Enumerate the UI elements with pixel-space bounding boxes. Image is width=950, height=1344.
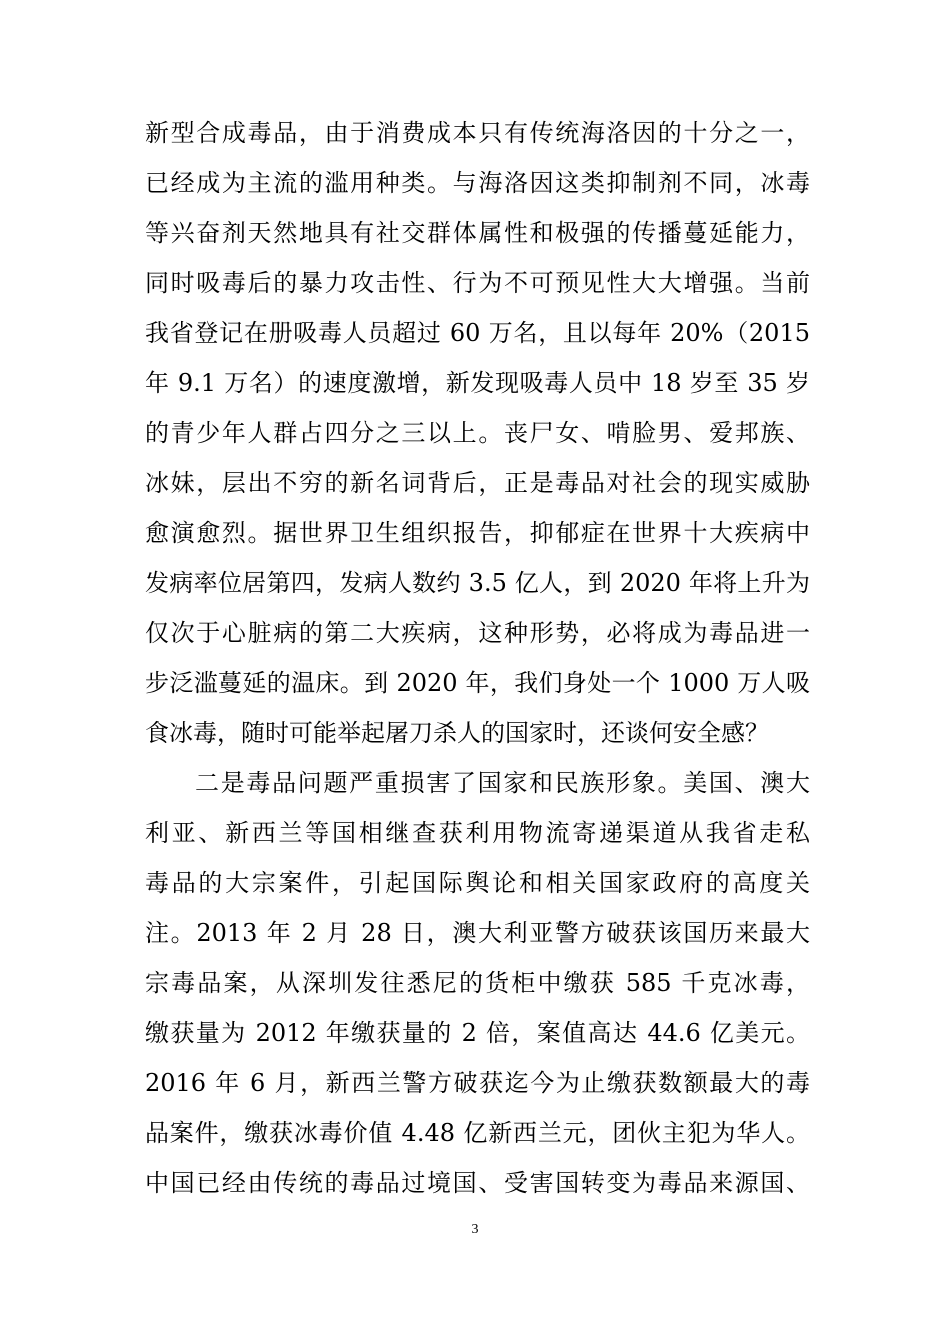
text-line: 食冰毒，随时可能举起屠刀杀人的国家时，还谈何安全感？ [145,719,769,747]
text-line: 新型合成毒品，由于消费成本只有传统海洛因的十分之一， [145,119,810,147]
text-line: 我省登记在册吸毒人员超过 60 万名，且以每年 20%（2015 [145,319,810,347]
text-line: 2016 年 6 月，新西兰警方破获迄今为止缴获数额最大的毒 [145,1069,810,1097]
text-line: 发病率位居第四，发病人数约 3.5 亿人，到 2020 年将上升为 [145,569,810,597]
text-line: 仅次于心脏病的第二大疾病，这种形势，必将成为毒品进一 [145,619,810,647]
text-line: 毒品的大宗案件，引起国际舆论和相关国家政府的高度关 [145,869,810,897]
text-line: 品案件，缴获冰毒价值 4.48 亿新西兰元，团伙主犯为华人。 [145,1119,810,1147]
page-number: 3 [471,1222,479,1237]
text-line: 已经成为主流的滥用种类。与海洛因这类抑制剂不同，冰毒 [145,169,810,197]
text-line: 注。2013 年 2 月 28 日，澳大利亚警方破获该国历来最大 [145,919,810,947]
text-line: 中国已经由传统的毒品过境国、受害国转变为毒品来源国、 [145,1169,810,1197]
text-line: 步泛滥蔓延的温床。到 2020 年，我们身处一个 1000 万人吸 [145,669,810,697]
text-line: 冰妹，层出不穷的新名词背后，正是毒品对社会的现实威胁 [145,469,810,497]
text-line: 宗毒品案，从深圳发往悉尼的货柜中缴获 585 千克冰毒， [145,969,810,997]
text-line: 利亚、新西兰等国相继查获利用物流寄递渠道从我省走私 [145,819,810,847]
text-line: 愈演愈烈。据世界卫生组织报告，抑郁症在世界十大疾病中 [145,519,810,547]
text-line: 同时吸毒后的暴力攻击性、行为不可预见性大大增强。当前 [145,269,810,297]
text-line: 缴获量为 2012 年缴获量的 2 倍，案值高达 44.6 亿美元。 [145,1019,810,1047]
paragraph-start-line: 二是毒品问题严重损害了国家和民族形象。美国、澳大 [195,769,810,797]
text-line: 等兴奋剂天然地具有社交群体属性和极强的传播蔓延能力， [145,219,810,247]
text-line: 年 9.1 万名）的速度激增，新发现吸毒人员中 18 岁至 35 岁 [145,369,810,397]
text-line: 的青少年人群占四分之三以上。丧尸女、啃脸男、爱邦族、 [145,419,810,447]
